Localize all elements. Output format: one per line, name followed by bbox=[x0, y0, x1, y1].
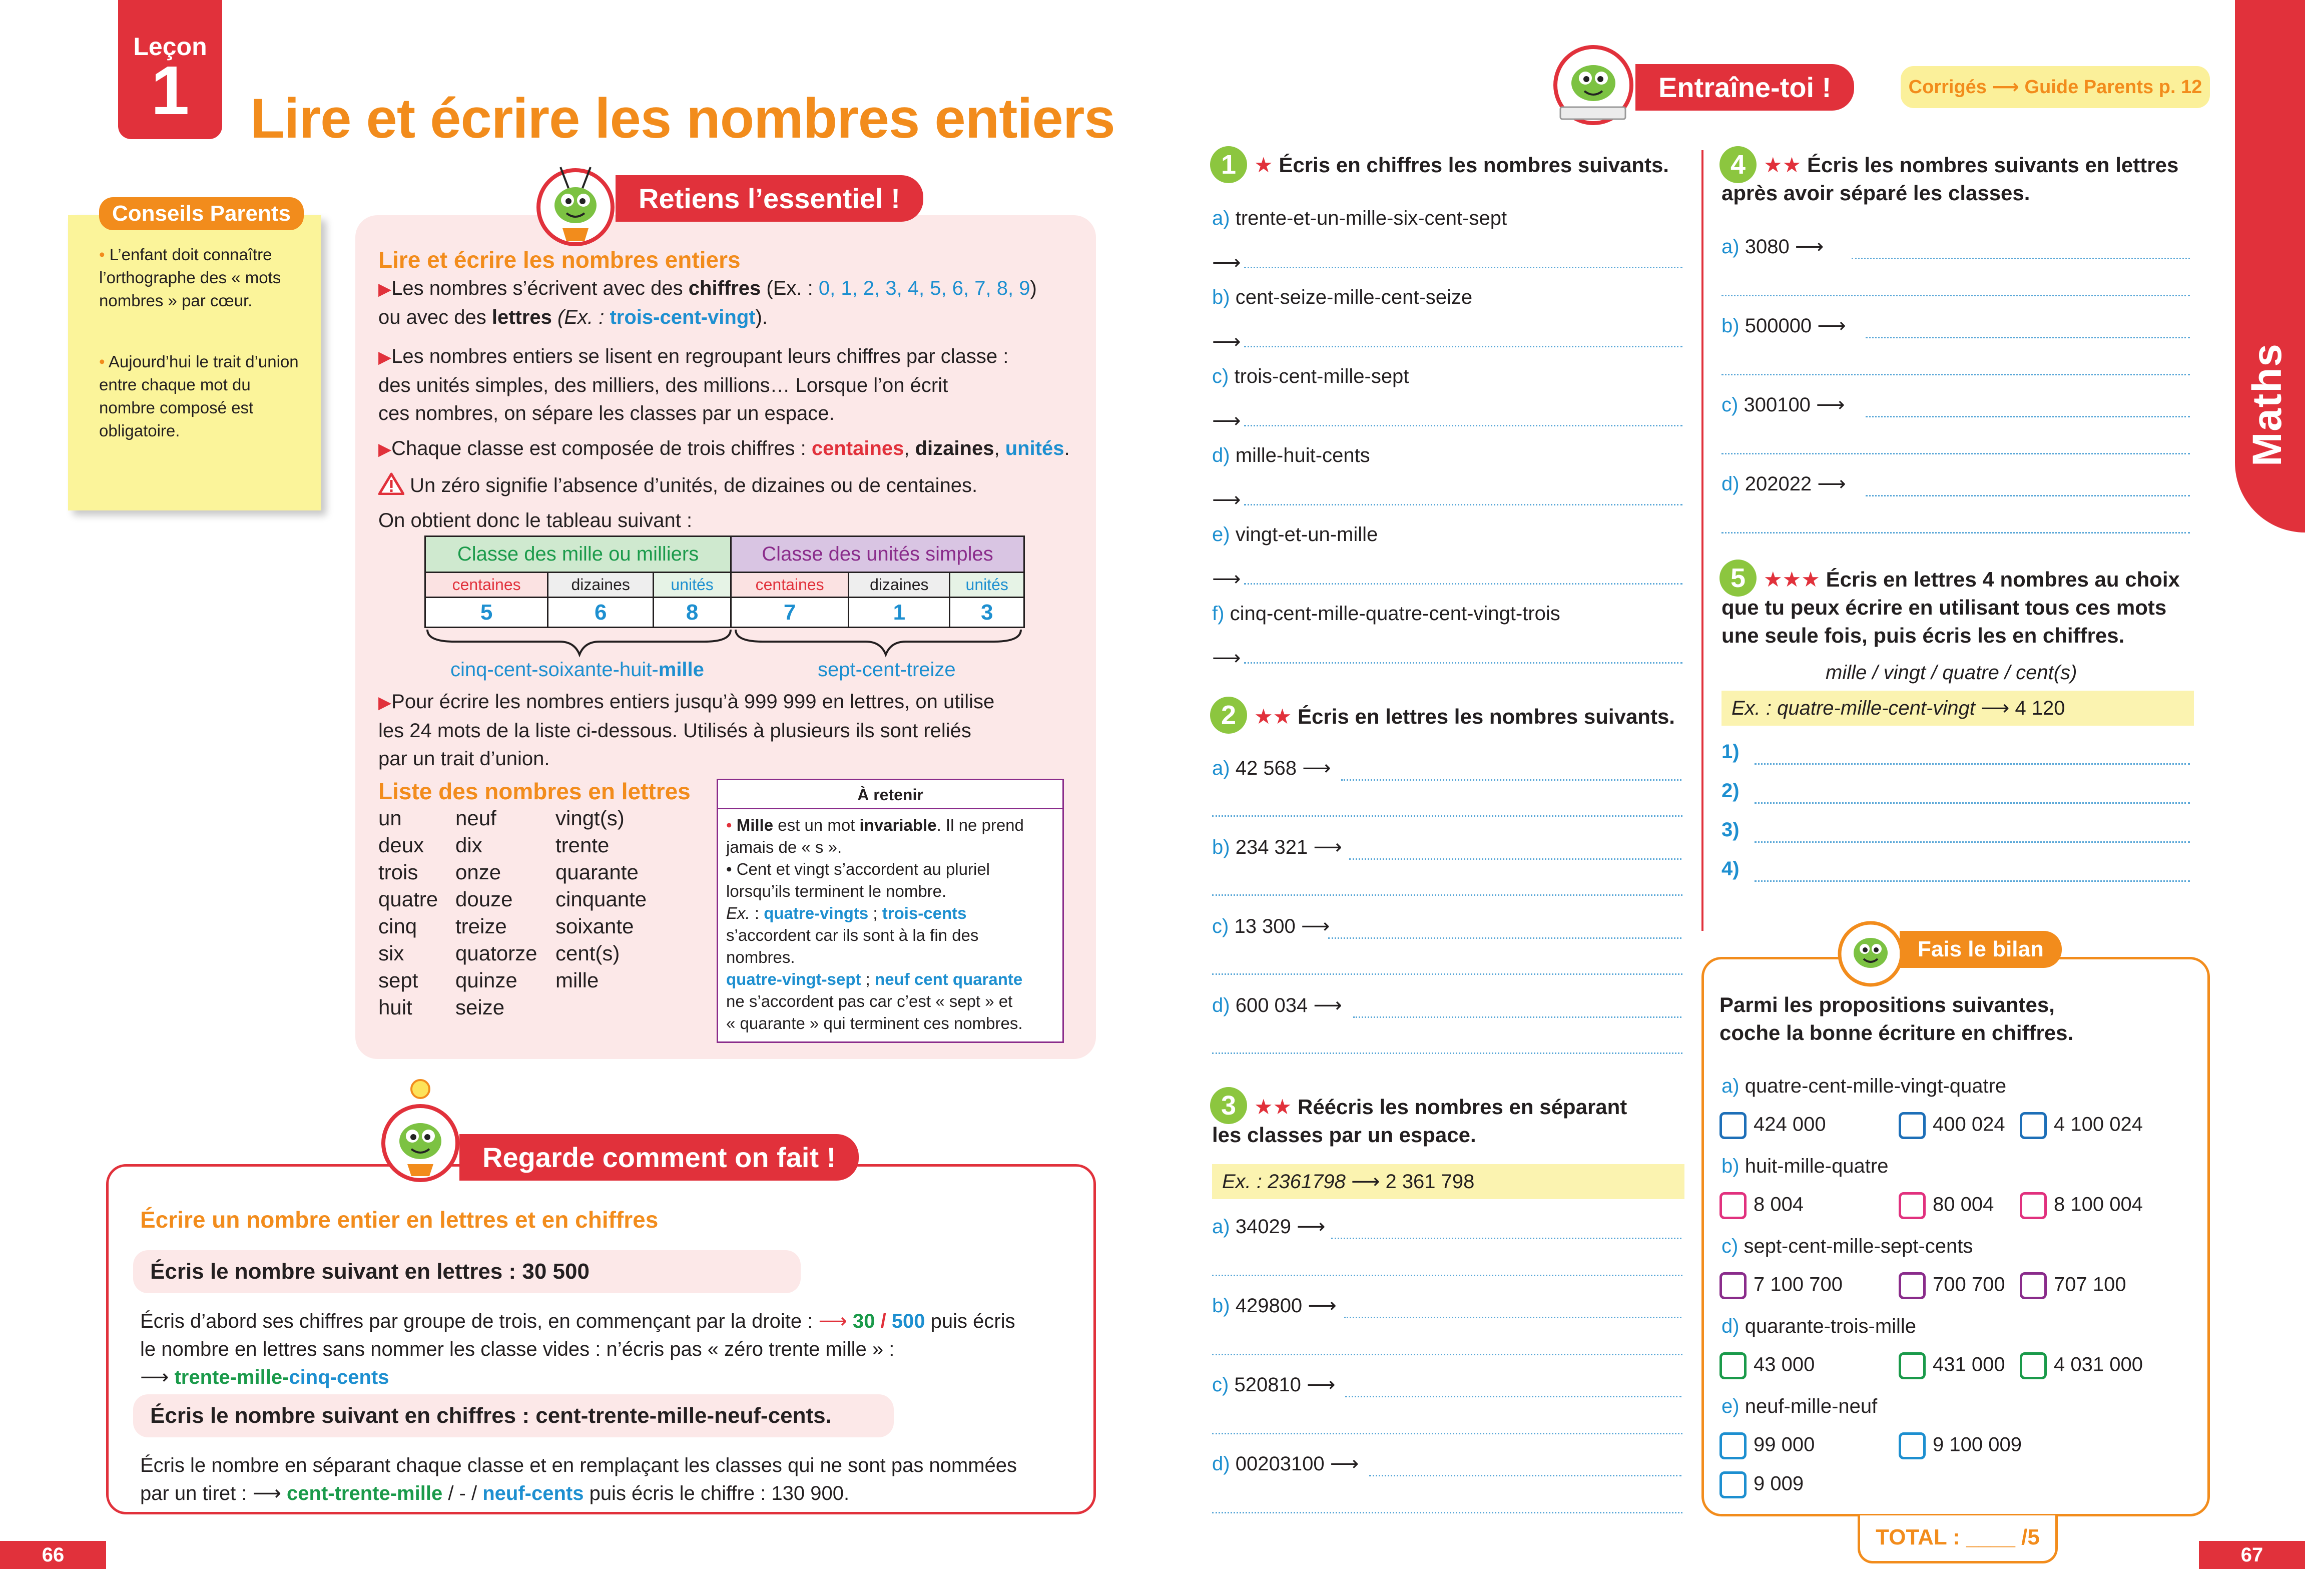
bilan-option[interactable] bbox=[2020, 1272, 2126, 1299]
bilan-mascot-icon bbox=[1834, 917, 1909, 992]
item-text: cinq-cent-mille-quatre-cent-vingt-trois bbox=[1230, 603, 1560, 625]
bilan-question bbox=[1721, 1235, 1973, 1258]
answer-line[interactable] bbox=[1212, 815, 1682, 817]
exercise-number: 2 bbox=[1210, 697, 1247, 734]
question-text: quatre-cent-mille-vingt-quatre bbox=[1745, 1075, 2007, 1097]
item-text: 42 568 bbox=[1235, 757, 1297, 779]
bilan-option[interactable] bbox=[1719, 1432, 1815, 1459]
item-letter: a) bbox=[1212, 757, 1230, 779]
answer-line[interactable] bbox=[1331, 1237, 1681, 1239]
exercise-2-title: ★★ Écris en lettres les nombres suivants. bbox=[1254, 705, 1675, 728]
item-letter: b) bbox=[1212, 1295, 1230, 1317]
item-text: 202022 bbox=[1745, 473, 1812, 495]
item-letter: a) bbox=[1721, 236, 1740, 258]
question-letter: c) bbox=[1721, 1235, 1739, 1257]
bilan-option[interactable] bbox=[1719, 1352, 1815, 1379]
exercise-item: c) 300100 ⟶ bbox=[1721, 394, 1845, 416]
checkbox-icon[interactable] bbox=[1899, 1352, 1926, 1379]
exercise-item: c) 13 300 ⟶ bbox=[1212, 915, 1330, 937]
exercise-number: 1 bbox=[1210, 146, 1247, 183]
exercise-3-example: Ex. : 2361798 ⟶ 2 361 798 bbox=[1212, 1164, 1684, 1199]
exercise-item: d) 202022 ⟶ bbox=[1721, 473, 1846, 495]
question-text: sept-cent-mille-sept-cents bbox=[1744, 1235, 1973, 1257]
checkbox-icon[interactable] bbox=[1719, 1432, 1747, 1459]
conseil-item: • Aujourd’hui le trait d’union entre chaque mot du nombre composé est obligatoire. bbox=[99, 352, 299, 440]
answer-line[interactable] bbox=[1866, 336, 2190, 338]
option-label: 400 024 bbox=[1933, 1113, 2005, 1136]
conseil-item: • L’enfant doit connaître l’orthographe des « mots nombres » par cœur. bbox=[99, 245, 281, 310]
bilan-option[interactable] bbox=[1899, 1192, 1994, 1219]
answer-arrow: ⟶ bbox=[1212, 568, 1241, 590]
question-letter: a) bbox=[1721, 1075, 1740, 1097]
item-letter: f) bbox=[1212, 603, 1225, 625]
exercise-number: 3 bbox=[1210, 1087, 1247, 1124]
checkbox-icon[interactable] bbox=[1899, 1192, 1926, 1219]
checkbox-icon[interactable] bbox=[2020, 1272, 2047, 1299]
retenir-heading: À retenir bbox=[718, 780, 1062, 809]
entraine-pill: Entraîne-toi ! bbox=[1635, 64, 1854, 111]
bilan-option[interactable] bbox=[1899, 1112, 2005, 1139]
item-letter: b) bbox=[1721, 315, 1740, 337]
checkbox-icon[interactable] bbox=[1719, 1192, 1747, 1219]
answer-line[interactable] bbox=[1328, 937, 1681, 939]
class-mille-header: Classe des mille ou milliers bbox=[425, 537, 731, 573]
answer-line[interactable] bbox=[1866, 494, 2190, 496]
answer-line[interactable] bbox=[1244, 266, 1682, 268]
exercise-5-words: mille / vingt / quatre / cent(s) bbox=[1826, 662, 2077, 684]
answer-line[interactable] bbox=[1755, 802, 2190, 804]
item-letter: a) bbox=[1212, 1216, 1230, 1238]
task-2-explanation: Écris le nombre en séparant chaque classe et en remplaçant les classes qui ne sont pas nommées par un tiret : ⟶ cent-trente-mille / - / neuf-cents puis écris le chiffre : 130 900. bbox=[140, 1454, 1017, 1504]
sub-header: centaines bbox=[425, 573, 548, 598]
item-letter: d) bbox=[1212, 444, 1230, 466]
answer-number: 4) bbox=[1721, 858, 1740, 880]
exercise-item: c) 520810 ⟶ bbox=[1212, 1374, 1336, 1396]
retenir-box bbox=[717, 779, 1064, 1043]
page-number-left: 66 bbox=[0, 1541, 106, 1569]
column-divider bbox=[1701, 150, 1703, 931]
item-text: 13 300 bbox=[1234, 915, 1296, 937]
exercise-item bbox=[1212, 444, 1370, 467]
question-letter: b) bbox=[1721, 1155, 1740, 1177]
option-label: 99 000 bbox=[1754, 1433, 1815, 1456]
option-label: 8 004 bbox=[1754, 1193, 1804, 1216]
page-number-right: 67 bbox=[2199, 1541, 2305, 1569]
digit-cell: 5 bbox=[425, 598, 548, 628]
lesson-label: Leçon bbox=[133, 33, 207, 61]
item-text: 34029 bbox=[1235, 1216, 1291, 1238]
bilan-option[interactable] bbox=[2020, 1112, 2143, 1139]
bilan-option[interactable] bbox=[1719, 1272, 1843, 1299]
option-label: 9 009 bbox=[1754, 1472, 1804, 1495]
answer-line[interactable] bbox=[1344, 1316, 1681, 1318]
exercise-item: d) 600 034 ⟶ bbox=[1212, 994, 1342, 1016]
item-text: 234 321 bbox=[1235, 836, 1308, 858]
exercise-item: a) 34029 ⟶ bbox=[1212, 1216, 1326, 1238]
lesson-number: 1 bbox=[151, 52, 190, 129]
task-2: Écris le nombre suivant en chiffres : cent-trente-mille-neuf-cents. bbox=[133, 1394, 894, 1437]
option-label: 7 100 700 bbox=[1754, 1273, 1843, 1296]
answer-line[interactable] bbox=[1852, 257, 2190, 259]
answer-line[interactable] bbox=[1212, 1274, 1682, 1276]
bilan-option[interactable] bbox=[1719, 1192, 1804, 1219]
answer-line[interactable] bbox=[1721, 373, 2190, 375]
item-text: 3080 bbox=[1745, 236, 1790, 258]
section-title: Lire et écrire les nombres entiers bbox=[378, 247, 741, 273]
maths-label: Maths bbox=[2244, 343, 2290, 466]
lesson-tab bbox=[118, 0, 222, 139]
bilan-question bbox=[1721, 1075, 2006, 1098]
item-text: 00203100 bbox=[1235, 1453, 1325, 1475]
exercise-item: b) 234 321 ⟶ bbox=[1212, 836, 1342, 858]
maths-tab bbox=[2235, 0, 2305, 533]
brace-label-left: cinq-cent-soixante-huit-mille bbox=[450, 659, 704, 681]
digit-cell: 8 bbox=[654, 598, 731, 628]
bilan-option[interactable] bbox=[1719, 1471, 1804, 1498]
item-text: mille-huit-cents bbox=[1235, 444, 1370, 466]
exercise-5-example: Ex. : quatre-mille-cent-vingt ⟶ 4 120 bbox=[1721, 691, 2194, 726]
exercise-4-title: ★★ Écris les nombres suivants en lettres après avoir séparé les classes. bbox=[1721, 153, 2179, 205]
task-1-explanation: Écris d’abord ses chiffres par groupe de trois, en commençant par la droite : ⟶ 30 / 500 puis écris le nombre en lettres sans nommer les classe vides : n’écris pas « zéro trente mille » : ⟶ trente-mille-cinq-cents bbox=[140, 1310, 1015, 1388]
item-text: vingt-et-un-mille bbox=[1235, 523, 1378, 546]
grasshopper-mascot-icon bbox=[531, 159, 627, 249]
rule-paragraph-5: On obtient donc le tableau suivant : bbox=[378, 509, 693, 531]
option-label: 8 100 004 bbox=[2054, 1193, 2143, 1216]
item-text: 600 034 bbox=[1235, 994, 1308, 1016]
item-text: 300100 bbox=[1744, 394, 1811, 416]
retiens-pill: Retiens l’essentiel ! bbox=[616, 175, 923, 222]
option-label: 707 100 bbox=[2054, 1273, 2126, 1296]
brace-icon bbox=[424, 628, 1025, 658]
answer-line[interactable] bbox=[1755, 763, 2190, 765]
option-label: 700 700 bbox=[1933, 1273, 2005, 1296]
answer-arrow: ⟶ bbox=[1212, 331, 1241, 353]
bilan-pill: Fais le bilan bbox=[1900, 931, 2062, 968]
item-letter: d) bbox=[1212, 994, 1230, 1016]
item-letter: b) bbox=[1212, 286, 1230, 308]
retenir-body: • Mille est un mot invariable. Il ne prend jamais de « s ». • Cent et vingt s’accordent au pluriel lorsqu’ils terminent le nombre. Ex. : quatre-vingts ; trois-cents s’accordent car ils sont à la fin des nombres. quatre-vingt-sept ; neuf cent quarante ne s’accordent pas car c’est « sept » et « quarante » qui terminent ces nombres. bbox=[726, 816, 1024, 1032]
answer-line[interactable] bbox=[1721, 452, 2190, 454]
sub-header: dizaines bbox=[849, 573, 950, 598]
answer-number: 1) bbox=[1721, 741, 1740, 763]
option-label: 43 000 bbox=[1754, 1353, 1815, 1376]
checkbox-icon[interactable] bbox=[2020, 1352, 2047, 1379]
checkbox-icon[interactable] bbox=[2020, 1112, 2047, 1139]
answer-line[interactable] bbox=[1866, 415, 2190, 417]
pencil-mascot-icon bbox=[1543, 37, 1643, 127]
exercise-item: b) 500000 ⟶ bbox=[1721, 315, 1846, 337]
digit-cell: 7 bbox=[731, 598, 849, 628]
exercise-1-title: ★ Écris en chiffres les nombres suivants. bbox=[1254, 153, 1669, 177]
list-column-2: neuf dix onze douze treize quatorze quinze seize bbox=[455, 806, 537, 1019]
answer-line[interactable] bbox=[1212, 1432, 1682, 1434]
bilan-intro: Parmi les propositions suivantes, coche la bonne écriture en chiffres. bbox=[1719, 993, 2074, 1044]
answer-line[interactable] bbox=[1212, 1353, 1682, 1355]
sub-header: unités bbox=[950, 573, 1024, 598]
bilan-option[interactable] bbox=[1899, 1352, 2005, 1379]
exercise-number: 4 bbox=[1719, 146, 1757, 183]
answer-line[interactable] bbox=[1369, 1474, 1681, 1476]
class-unites-header: Classe des unités simples bbox=[731, 537, 1024, 573]
exercise-3-title: ★★ Réécris les nombres en séparant les classes par un espace. bbox=[1212, 1095, 1627, 1147]
digit-cell: 1 bbox=[849, 598, 950, 628]
conseils-note bbox=[68, 215, 321, 510]
bilan-option[interactable] bbox=[1719, 1112, 1826, 1139]
item-letter: b) bbox=[1212, 836, 1230, 858]
checkbox-icon[interactable] bbox=[1719, 1352, 1747, 1379]
answer-line[interactable] bbox=[1349, 858, 1681, 860]
question-text: quarante-trois-mille bbox=[1745, 1315, 1917, 1337]
answer-arrow: ⟶ bbox=[1212, 252, 1241, 274]
answer-arrow: ⟶ bbox=[1212, 489, 1241, 511]
item-text: trois-cent-mille-sept bbox=[1234, 365, 1409, 387]
answer-arrow: ⟶ bbox=[1212, 410, 1241, 432]
item-letter: c) bbox=[1212, 1374, 1229, 1396]
answer-line[interactable] bbox=[1244, 345, 1682, 347]
list-column-3: vingt(s) trente quarante cinquante soixante cent(s) mille bbox=[555, 806, 647, 992]
rule-paragraph-4: Un zéro signifie l’absence d’unités, de dizaines ou de centaines. bbox=[378, 471, 977, 499]
total-score: TOTAL : ____ /5 bbox=[1858, 1515, 2058, 1563]
question-letter: d) bbox=[1721, 1315, 1740, 1337]
exercise-item: a) 3080 ⟶ bbox=[1721, 236, 1824, 258]
exercise-item bbox=[1212, 603, 1560, 625]
exercise-item: d) 00203100 ⟶ bbox=[1212, 1453, 1359, 1475]
answer-line[interactable] bbox=[1244, 424, 1682, 426]
answer-number: 2) bbox=[1721, 780, 1740, 802]
answer-line[interactable] bbox=[1212, 1052, 1682, 1054]
answer-line[interactable] bbox=[1345, 1395, 1681, 1397]
answer-line[interactable] bbox=[1755, 841, 2190, 843]
conseils-tag: Conseils Parents bbox=[99, 197, 304, 230]
lightbulb-mascot-icon bbox=[372, 1076, 472, 1186]
exercise-item bbox=[1212, 365, 1409, 388]
answer-line[interactable] bbox=[1244, 662, 1682, 664]
item-text: 500000 bbox=[1745, 315, 1812, 337]
sub-header: dizaines bbox=[548, 573, 654, 598]
item-letter: c) bbox=[1721, 394, 1739, 416]
warning-icon bbox=[378, 472, 404, 495]
digit-cell: 6 bbox=[548, 598, 654, 628]
answer-line[interactable] bbox=[1353, 1016, 1681, 1018]
item-letter: e) bbox=[1212, 523, 1230, 546]
question-letter: e) bbox=[1721, 1395, 1740, 1417]
bilan-option[interactable] bbox=[2020, 1192, 2143, 1219]
bilan-option[interactable] bbox=[1899, 1432, 2022, 1459]
answer-line[interactable] bbox=[1755, 880, 2190, 882]
exercise-item bbox=[1212, 523, 1378, 546]
checkbox-icon[interactable] bbox=[1719, 1112, 1747, 1139]
answer-line[interactable] bbox=[1721, 294, 2190, 296]
list-column-1: un deux trois quatre cinq six sept huit bbox=[378, 806, 438, 1019]
answer-line[interactable] bbox=[1341, 779, 1681, 781]
classes-table bbox=[424, 536, 1025, 628]
answer-arrow: ⟶ bbox=[1212, 647, 1241, 669]
digit-cell: 3 bbox=[950, 598, 1024, 628]
bilan-question bbox=[1721, 1395, 1877, 1418]
option-label: 424 000 bbox=[1754, 1113, 1826, 1136]
checkbox-icon[interactable] bbox=[1719, 1272, 1747, 1299]
option-label: 4 031 000 bbox=[2054, 1353, 2143, 1376]
question-text: neuf-mille-neuf bbox=[1745, 1395, 1878, 1417]
checkbox-icon[interactable] bbox=[1899, 1112, 1926, 1139]
bilan-option[interactable] bbox=[2020, 1352, 2143, 1379]
rule-paragraph-2: ▶Les nombres entiers se lisent en regroupant leurs chiffres par classe : des unités simples, des milliers, des millions… Lorsque l’on écrit ces nombres, on sépare les classes par un espace. bbox=[378, 345, 1009, 424]
exercise-item: b) 429800 ⟶ bbox=[1212, 1295, 1337, 1317]
list-title: Liste des nombres en lettres bbox=[378, 778, 691, 804]
answer-line[interactable] bbox=[1212, 894, 1682, 896]
answer-line[interactable] bbox=[1721, 531, 2190, 534]
item-letter: d) bbox=[1721, 473, 1740, 495]
regarde-title: Écrire un nombre entier en lettres et en chiffres bbox=[140, 1207, 659, 1233]
page-title: Lire et écrire les nombres entiers bbox=[250, 87, 1115, 150]
exercise-number: 5 bbox=[1719, 560, 1757, 597]
item-text: cent-seize-mille-cent-seize bbox=[1235, 286, 1473, 308]
item-letter: d) bbox=[1212, 1453, 1230, 1475]
item-letter: a) bbox=[1212, 207, 1230, 229]
option-label: 80 004 bbox=[1933, 1193, 1994, 1216]
option-label: 431 000 bbox=[1933, 1353, 2005, 1376]
checkbox-icon[interactable] bbox=[1899, 1432, 1926, 1459]
task-1: Écris le nombre suivant en lettres : 30 500 bbox=[133, 1250, 801, 1293]
item-letter: c) bbox=[1212, 915, 1229, 937]
checkbox-icon[interactable] bbox=[1719, 1471, 1747, 1498]
checkbox-icon[interactable] bbox=[2020, 1192, 2047, 1219]
bilan-option[interactable] bbox=[1899, 1272, 2005, 1299]
answer-number: 3) bbox=[1721, 819, 1740, 841]
rule-paragraph-1: ▶Les nombres s’écrivent avec des chiffres (Ex. : 0, 1, 2, 3, 4, 5, 6, 7, 8, 9) ou avec des lettres (Ex. : trois-cent-vingt). bbox=[378, 277, 1037, 328]
sub-header: unités bbox=[654, 573, 731, 598]
rule-paragraph-3: ▶Chaque classe est composée de trois chiffres : centaines, dizaines, unités. bbox=[378, 437, 1070, 459]
option-label: 4 100 024 bbox=[2054, 1113, 2143, 1136]
answer-line[interactable] bbox=[1212, 973, 1682, 975]
regarde-pill: Regarde comment on fait ! bbox=[459, 1134, 859, 1181]
answer-line[interactable] bbox=[1212, 1511, 1682, 1513]
answer-line[interactable] bbox=[1244, 503, 1682, 505]
checkbox-icon[interactable] bbox=[1899, 1272, 1926, 1299]
option-label: 9 100 009 bbox=[1933, 1433, 2022, 1456]
bilan-question bbox=[1721, 1155, 1888, 1178]
answer-line[interactable] bbox=[1244, 583, 1682, 585]
item-text: 429800 bbox=[1235, 1295, 1303, 1317]
exercise-item: a) 42 568 ⟶ bbox=[1212, 757, 1331, 779]
sub-header: centaines bbox=[731, 573, 849, 598]
bilan-question bbox=[1721, 1315, 1916, 1338]
exercise-item bbox=[1212, 207, 1507, 230]
item-letter: c) bbox=[1212, 365, 1229, 387]
corriges-badge: Corrigés ⟶ Guide Parents p. 12 bbox=[1901, 66, 2210, 108]
exercise-5-title: ★★★ Écris en lettres 4 nombres au choix que tu peux écrire en utilisant tous ces mots une seule fois, puis écris les en chiffres. bbox=[1721, 568, 2180, 647]
question-text: huit-mille-quatre bbox=[1745, 1155, 1889, 1177]
item-text: 520810 bbox=[1234, 1374, 1301, 1396]
item-text: trente-et-un-mille-six-cent-sept bbox=[1235, 207, 1507, 229]
exercise-item bbox=[1212, 286, 1472, 309]
rule-paragraph-6: ▶Pour écrire les nombres entiers jusqu’à 999 999 en lettres, on utilise les 24 mots de la liste ci-dessous. Utilisés à plusieurs ils sont reliés par un trait d’union. bbox=[378, 691, 995, 770]
brace-label-right: sept-cent-treize bbox=[818, 659, 956, 681]
